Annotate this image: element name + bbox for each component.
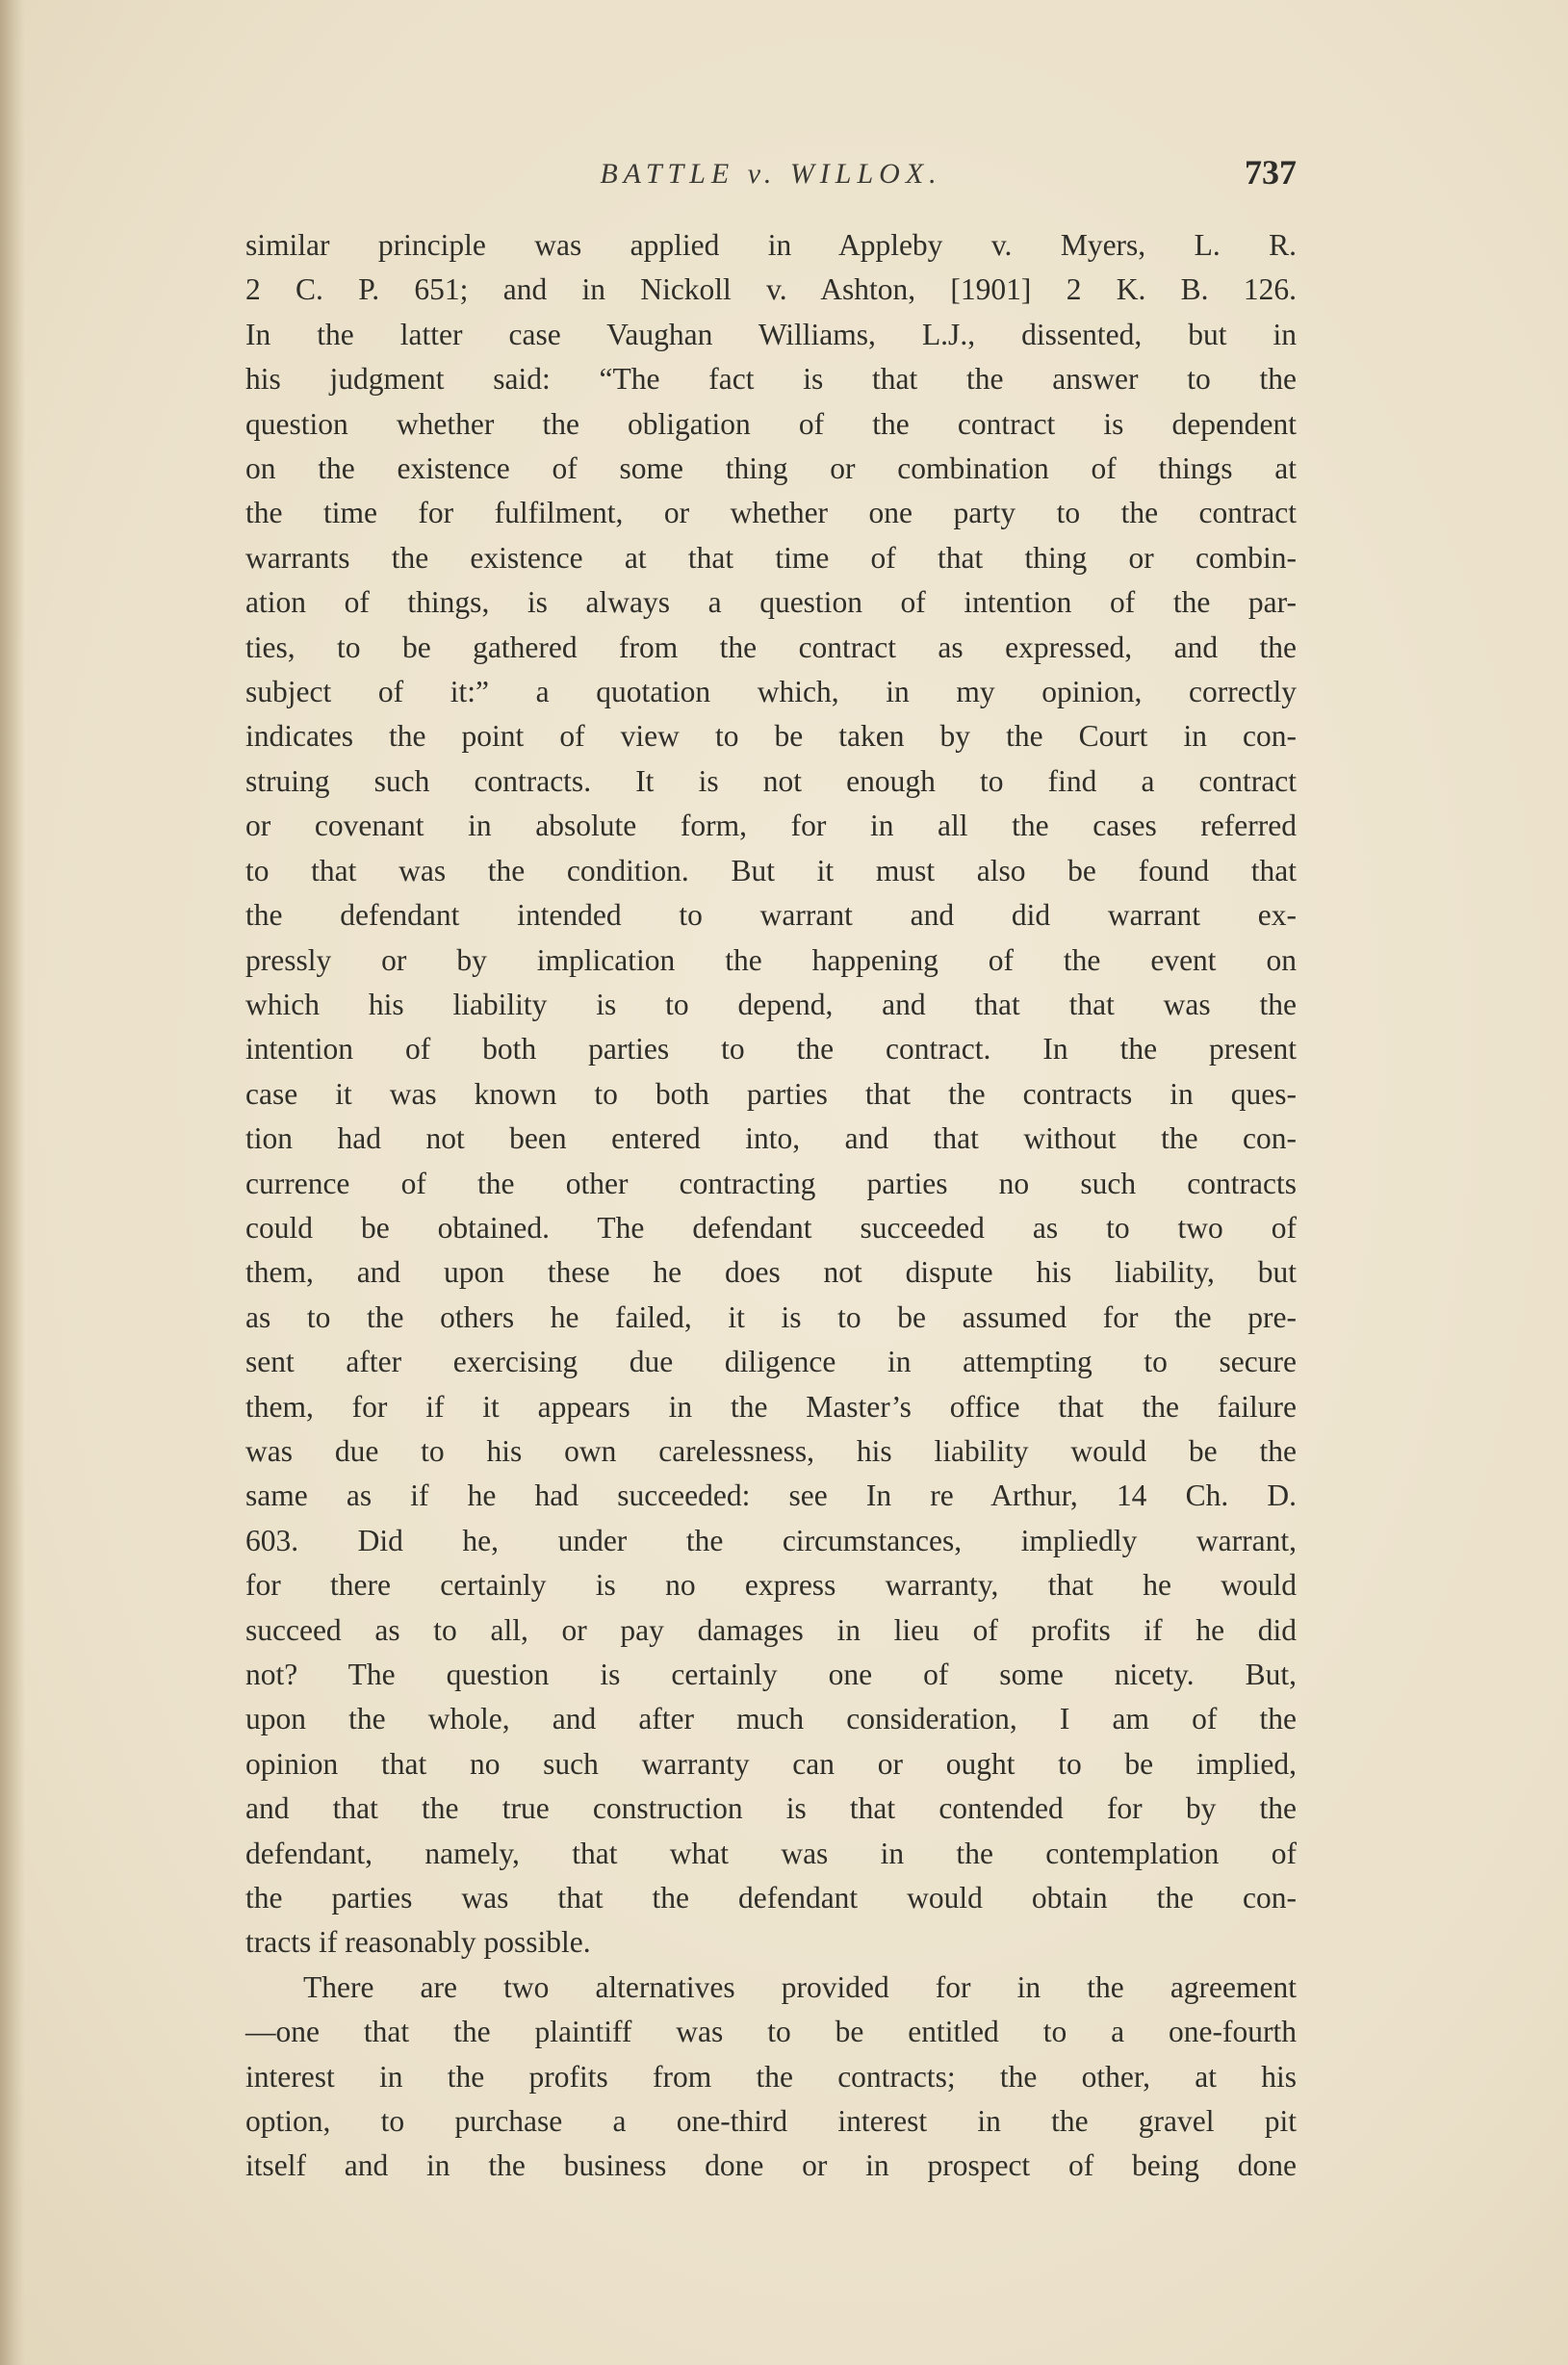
text-line: indicates the point of view to be taken by the Court in con-	[245, 719, 1297, 754]
text-line: tracts if reasonably possible.	[245, 1925, 591, 1960]
text-line: option, to purchase a one-third interest in the gravel pit	[245, 2104, 1297, 2139]
text-line: question whether the obligation of the contract is dependent	[245, 406, 1297, 441]
text-line: the parties was that the defendant would obtain the con-	[245, 1881, 1297, 1915]
running-head: BATTLE v. WILLOX.	[600, 158, 942, 190]
text-line: could be obtained. The defendant succeeded as to two of	[245, 1210, 1297, 1245]
text-line: the defendant intended to warrant and did warrant ex-	[245, 898, 1297, 933]
text-line: opinion that no such warranty can or ought to be implied,	[245, 1746, 1297, 1781]
text-line: ation of things, is always a question of intention of the par-	[245, 585, 1297, 620]
text-line: not? The question is certainly one of some nicety. But,	[245, 1658, 1297, 1691]
page-number: 737	[1245, 153, 1297, 192]
text-line: struing such contracts. It is not enough to find a contract	[245, 763, 1297, 798]
text-line: his judgment said: “The fact is that the answer to the	[245, 362, 1297, 397]
text-line: succeed as to all, or pay damages in lieu of profits if he did	[245, 1612, 1297, 1647]
page-binding-edge	[0, 0, 25, 2365]
text-line: or covenant in absolute form, for in all the cases referred	[245, 809, 1297, 843]
text-line: to that was the condition. But it must also be found that	[245, 853, 1297, 887]
text-line: similar principle was applied in Appleby v. Myers, L. R.	[245, 228, 1297, 262]
text-line: itself and in the business done or in prospect of being done	[245, 2148, 1297, 2183]
text-line: tion had not been entered into, and that without the con-	[245, 1121, 1297, 1156]
text-line: on the existence of some thing or combination of things at	[245, 451, 1297, 486]
text-line: interest in the profits from the contracts; the other, at his	[245, 2059, 1297, 2094]
text-line: —one that the plaintiff was to be entitled to a one-fourth	[245, 2015, 1297, 2049]
text-line: warrants the existence at that time of that thing or combin-	[245, 540, 1297, 575]
text-line: the time for fulfilment, or whether one party to the contract	[245, 496, 1297, 530]
text-line: sent after exercising due diligence in attempting to secure	[245, 1345, 1297, 1379]
text-line: for there certainly is no express warranty, that he would	[245, 1568, 1297, 1603]
text-line: currence of the other contracting parties no such contracts	[245, 1166, 1297, 1200]
text-line: 603. Did he, under the circumstances, impliedly warrant,	[245, 1523, 1297, 1557]
text-line: In the latter case Vaughan Williams, L.J., dissented, but in	[245, 317, 1297, 351]
text-line: subject of it:” a quotation which, in my opinion, correctly	[245, 675, 1297, 709]
text-line: case it was known to both parties that the contracts in ques-	[245, 1076, 1297, 1111]
text-line: as to the others he failed, it is to be assumed for the pre-	[245, 1299, 1297, 1334]
text-line: pressly or by implication the happening of the event on	[245, 942, 1297, 977]
text-line: defendant, namely, that what was in the contemplation of	[245, 1836, 1297, 1870]
text-line: There are two alternatives provided for in the agreement	[303, 1969, 1297, 2004]
text-line: same as if he had succeeded: see In re Arthur, 14 Ch. D.	[245, 1478, 1297, 1513]
text-line: was due to his own carelessness, his liability would be the	[245, 1433, 1297, 1468]
text-line: and that the true construction is that contended for by the	[245, 1791, 1297, 1826]
text-line: intention of both parties to the contract. In the present	[245, 1032, 1297, 1067]
body-text	[245, 223, 1297, 2189]
text-line: them, and upon these he does not dispute his liability, but	[245, 1255, 1297, 1290]
text-line: which his liability is to depend, and that that was the	[245, 987, 1297, 1021]
text-line: upon the whole, and after much consideration, I am of the	[245, 1702, 1297, 1736]
text-line: them, for if it appears in the Master’s office that the failure	[245, 1389, 1297, 1424]
text-line: 2 C. P. 651; and in Nickoll v. Ashton, [1901] 2 K. B. 126.	[245, 272, 1297, 307]
page-header	[245, 152, 1297, 200]
text-line: ties, to be gathered from the contract as expressed, and the	[245, 630, 1297, 664]
